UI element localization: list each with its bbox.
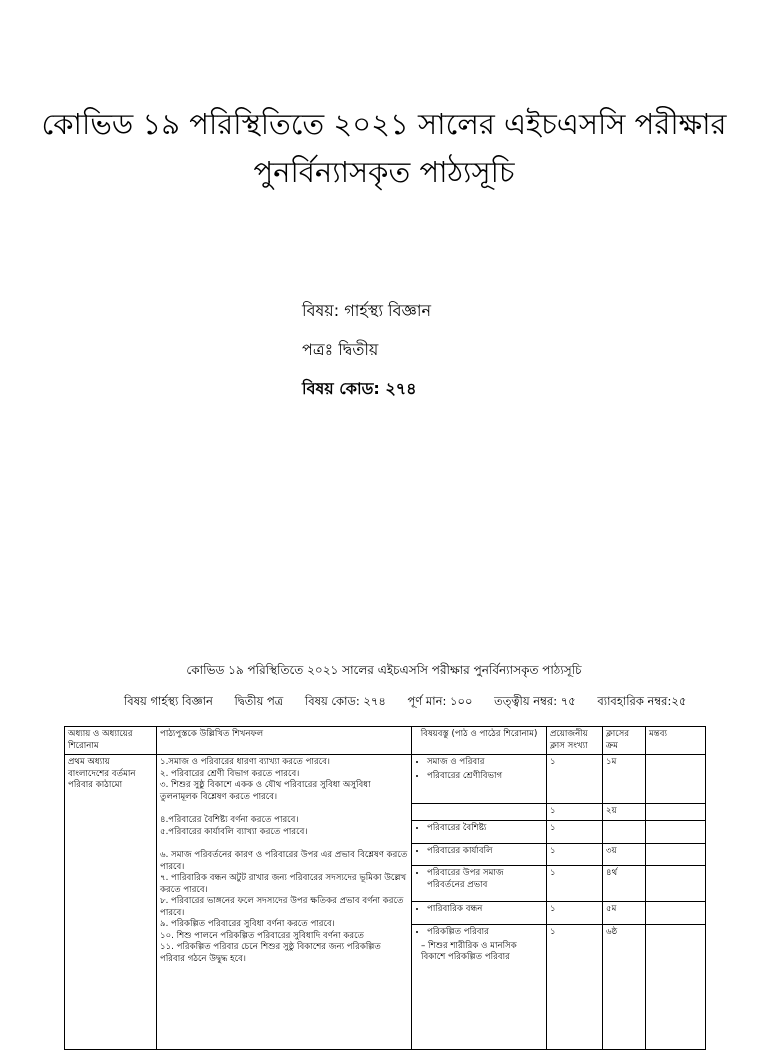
info-practical-marks: ব্যাবহারিক নম্বর:২৫	[597, 694, 687, 708]
subject-info-line	[124, 693, 704, 712]
remarks-cell	[646, 866, 706, 902]
outcome-item: ১.সমাজ ও পরিবারের ধারণা ব্যাখ্যা করতে পারবে।	[160, 757, 330, 767]
outcome-item: ৩. শিশুর সুষ্ঠু বিকাশে একক ও যৌথ পরিবারের সুবিধা অসুবিধা তুলনামূলক বিশ্লেষণ করতে পারবে।	[160, 780, 371, 802]
table-row	[65, 755, 706, 804]
outcome-item: ১১. পরিকল্পিত পরিবার চেনে শিশুর সুষ্ঠু বিকাশের জন্য পরিকল্পিত পরিবার গঠনে উদ্বুদ্ধ হবে।	[160, 942, 381, 964]
content-item: • পরিবারের বৈশিষ্ট্য	[427, 823, 543, 835]
document-title	[0, 100, 768, 196]
order-cell: ৫ম	[603, 902, 646, 925]
header-order: ক্লাসের ক্রম	[603, 727, 646, 755]
info-code: বিষয় কোড: ২৭৪	[304, 694, 386, 708]
content-cell	[412, 843, 547, 866]
order-cell: ৩য়	[603, 843, 646, 866]
outcome-item: ৮. পরিবারের ভাঙ্গনের ফলে সদস্যদের উপর ক্ষতিকর প্রভাব বর্ণনা করতে পারবে।	[160, 896, 404, 918]
remarks-cell	[646, 925, 706, 1050]
classes-cell: ১	[547, 804, 603, 821]
content-cell	[412, 902, 547, 925]
remarks-cell	[646, 755, 706, 804]
order-cell: ৬ষ্ঠ	[603, 925, 646, 1050]
title-line-1: কোভিড ১৯ পরিস্থিতিতে ২০২১ সালের এইচএসসি পরীক্ষার	[41, 107, 727, 141]
content-cell	[412, 925, 547, 1050]
content-cell	[412, 755, 547, 804]
remarks-cell	[646, 843, 706, 866]
content-item: • সমাজ ও পরিবার	[427, 757, 543, 769]
table-header-row	[65, 727, 706, 755]
outcome-item: ৯. পরিকল্পিত পরিবারের সুবিধা বর্ণনা করতে পারবে।	[160, 919, 335, 929]
outcome-item: ২. পরিবারের শ্রেণী বিভাগ করতে পারবে।	[160, 768, 300, 779]
classes-cell: ১	[547, 925, 603, 1050]
remarks-cell	[646, 804, 706, 821]
content-item: • পরিবারের শ্রেণীবিভাগ	[427, 771, 543, 783]
subject-code-label: বিষয় কোড: ২৭৪	[302, 379, 417, 398]
header-remarks: মন্তব্য	[646, 727, 706, 755]
content-item: • পারিবারিক বন্ধন	[427, 904, 543, 916]
subject-label: বিষয়: গার্হস্থ্য বিজ্ঞান	[302, 301, 432, 320]
outcome-item: ১০. শিশু পালনে পরিকল্পিত পরিবারের সুবিধাদি বর্ণনা করতে	[160, 930, 364, 941]
content-cell	[412, 821, 547, 844]
header-outcomes: পাঠ্যপুস্তকে উল্লিখিত শিখনফল	[157, 727, 412, 755]
outcome-item: ৭. পারিবারিক বন্ধন অটুট রাখার জন্য পরিবারের সদস্যদের ভূমিকা উল্লেখ করতে পারবে।	[160, 873, 407, 895]
order-cell: ১ম	[603, 755, 646, 804]
chapter-cell: প্রথম অধ্যায় বাংলাদেশের বর্তমান পরিবার কাঠামো	[65, 755, 157, 1050]
info-paper: দ্বিতীয় পত্র	[234, 694, 284, 708]
table-title: কোভিড ১৯ পরিস্থিতিতে ২০২১ সালের এইচএসসি পরীক্ষার পুনর্বিন্যাসকৃত পাঠ্যসূচি	[186, 663, 582, 677]
remarks-cell	[646, 902, 706, 925]
header-chapter: অধ্যায় ও অধ্যায়ের শিরোনাম	[65, 727, 157, 755]
outcome-item: ৪.পরিবারের বৈশিষ্ট্য বর্ণনা করতে পারবে।	[160, 815, 299, 825]
classes-cell: ১	[547, 821, 603, 844]
content-item: • পরিবারের কার্যাবলি	[427, 846, 543, 858]
order-cell	[603, 821, 646, 844]
content-cell	[412, 804, 547, 821]
content-item: • পরিবারের উপর সমাজ পরিবর্তনের প্রভাব	[427, 868, 543, 891]
outcome-item: ৬. সমাজ পরিবর্তনের কারণ ও পরিবারের উপর এর প্রভাব বিশ্লেষণ করতে পারবে।	[160, 850, 408, 872]
order-cell: ৪র্থ	[603, 866, 646, 902]
syllabus-table	[64, 726, 706, 1050]
outcome-item: ৫.পরিবারের কার্যাবলি ব্যাখ্যা করতে পারবে।	[160, 826, 308, 837]
content-item: • পরিকল্পিত পরিবার	[427, 927, 543, 939]
content-cell	[412, 866, 547, 902]
paper-label: পত্রঃ দ্বিতীয়	[302, 340, 379, 359]
header-classes: প্রয়োজনীয় ক্লাস সংখ্যা	[547, 727, 603, 755]
classes-cell: ১	[547, 843, 603, 866]
classes-cell: ১	[547, 902, 603, 925]
remarks-cell	[646, 821, 706, 844]
content-subitem: – শিশুর শারীরিক ও মানসিক বিকাশে পরিকল্পিত পরিবার	[421, 940, 517, 962]
order-cell: ২য়	[603, 804, 646, 821]
info-subject: বিষয় গার্হস্থ্য বিজ্ঞান	[124, 694, 213, 708]
classes-cell: ১	[547, 866, 603, 902]
outcomes-cell	[157, 755, 412, 1050]
header-content: বিষয়বস্তু (পাঠ ও পাঠের শিরোনাম)	[412, 727, 547, 755]
title-line-2: পুনর্বিন্যাসকৃত পাঠ্যসূচি	[253, 155, 515, 189]
info-full-marks: পূর্ণ মান: ১০০	[407, 694, 473, 708]
classes-cell: ১	[547, 755, 603, 804]
info-theory-marks: তত্ত্বীয় নম্বর: ৭৫	[494, 694, 576, 708]
